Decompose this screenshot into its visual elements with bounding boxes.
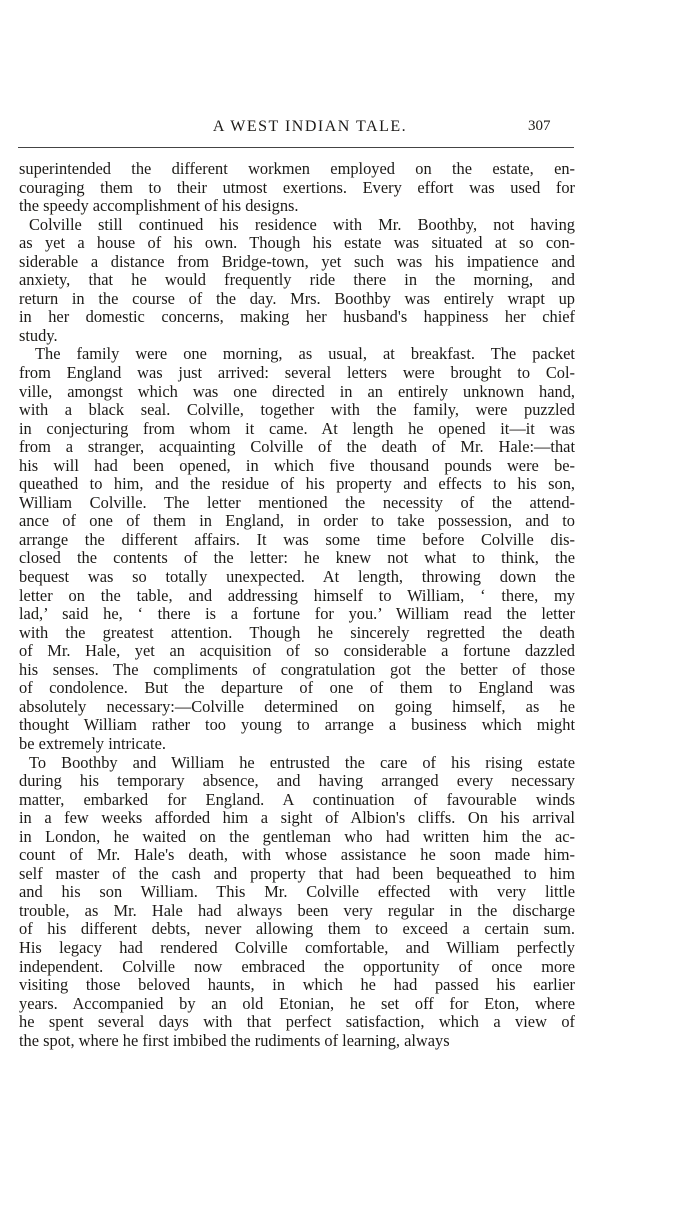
text-line: be extremely intricate. — [19, 733, 166, 753]
paragraph — [19, 216, 575, 346]
text-line: from England was just arrived: several letters were brought to Col- — [19, 363, 575, 383]
text-line: return in the course of the day. Mrs. Boothby was entirely wrapt up — [19, 288, 575, 308]
text-line: arrange the different affairs. It was some time before Colville dis- — [19, 529, 575, 549]
text-line: of his different debts, never allowing them to exceed a certain sum. — [19, 919, 575, 939]
page-number: 307 — [528, 118, 551, 134]
text-line: his senses. The compliments of congratulation got the better of those — [19, 659, 575, 679]
text-line: closed the contents of the letter: he knew not what to think, the — [19, 548, 575, 568]
text-line: bequest was so totally unexpected. At length, throwing down the — [19, 567, 575, 587]
text-line: Colville still continued his residence with Mr. Boothby, not having — [29, 214, 575, 234]
text-line: in conjecturing from whom it came. At length he opened it—it was — [19, 418, 575, 438]
text-line: To Boothby and William he entrusted the care of his rising estate — [29, 752, 575, 772]
text-line: ville, amongst which was one directed in an entirely unknown hand, — [19, 381, 575, 401]
text-line: the spot, where he first imbibed the rudiments of learning, always — [19, 1030, 450, 1050]
text-line: trouble, as Mr. Hale had always been very regular in the discharge — [19, 900, 575, 920]
text-line: letter on the table, and addressing himself to William, ‘ there, my — [19, 585, 575, 605]
text-line: during his temporary absence, and having arranged every necessary — [19, 771, 575, 791]
text-line: the speedy accomplishment of his designs. — [19, 196, 299, 216]
paragraph — [19, 754, 575, 1051]
text-line: in London, he waited on the gentleman who had written him the ac- — [19, 826, 575, 846]
text-line: lad,’ said he, ‘ there is a fortune for you.’ William read the letter — [19, 604, 575, 624]
text-line: couraging them to their utmost exertions. Every effort was used for — [19, 177, 575, 197]
text-line: independent. Colville now embraced the opportunity of once more — [19, 956, 575, 976]
text-line: from a stranger, acquainting Colville of the death of Mr. Hale:—that — [19, 437, 575, 457]
text-line: in a few weeks afforded him a sight of Albion's cliffs. On his arrival — [19, 808, 575, 828]
text-line: ance of one of them in England, in order to take possession, and to — [19, 511, 575, 531]
text-line: in her domestic concerns, making her husband's happiness her chief — [19, 307, 575, 327]
header-rule — [18, 147, 574, 148]
text-line: self master of the cash and property that had been bequeathed to him — [19, 863, 575, 883]
text-line: of Mr. Hale, yet an acquisition of so considerable a fortune dazzled — [19, 641, 575, 661]
text-line: thought William rather too young to arrange a business which might — [19, 715, 575, 735]
text-line: and his son William. This Mr. Colville effected with very little — [19, 882, 575, 902]
text-line: of condolence. But the departure of one of them to England was — [19, 678, 575, 698]
text-line: The family were one morning, as usual, at breakfast. The packet — [35, 344, 575, 364]
text-line: absolutely necessary:—Colville determined on going himself, as he — [19, 696, 575, 716]
running-title: A WEST INDIAN TALE. — [212, 118, 408, 135]
text-line: study. — [19, 325, 58, 345]
text-line: visiting those beloved haunts, in which he had passed his earlier — [19, 975, 575, 995]
text-line: queathed to him, and the residue of his property and effects to his son, — [19, 474, 575, 494]
text-line: His legacy had rendered Colville comfortable, and William perfectly — [19, 937, 575, 957]
text-line: he spent several days with that perfect satisfaction, which a view of — [19, 1012, 575, 1032]
body-text — [19, 160, 575, 1050]
text-line: as yet a house of his own. Though his estate was situated at so con- — [19, 233, 575, 253]
text-line: with the greatest attention. Though he sincerely regretted the death — [19, 622, 575, 642]
text-line: his will had been opened, in which five thousand pounds were be- — [19, 455, 575, 475]
paragraph — [19, 160, 575, 216]
text-line: with a black seal. Colville, together with the family, were puzzled — [19, 400, 575, 420]
text-line: count of Mr. Hale's death, with whose assistance he soon made him- — [19, 845, 575, 865]
text-line: siderable a distance from Bridge-town, yet such was his impatience and — [19, 251, 575, 271]
text-line: matter, embarked for England. A continuation of favourable winds — [19, 789, 575, 809]
text-line: years. Accompanied by an old Etonian, he set off for Eton, where — [19, 993, 575, 1013]
paragraph — [19, 345, 575, 753]
text-line: William Colville. The letter mentioned the necessity of the attend- — [19, 492, 575, 512]
text-line: superintended the different workmen employed on the estate, en- — [19, 159, 575, 178]
text-line: anxiety, that he would frequently ride there in the morning, and — [19, 270, 575, 290]
